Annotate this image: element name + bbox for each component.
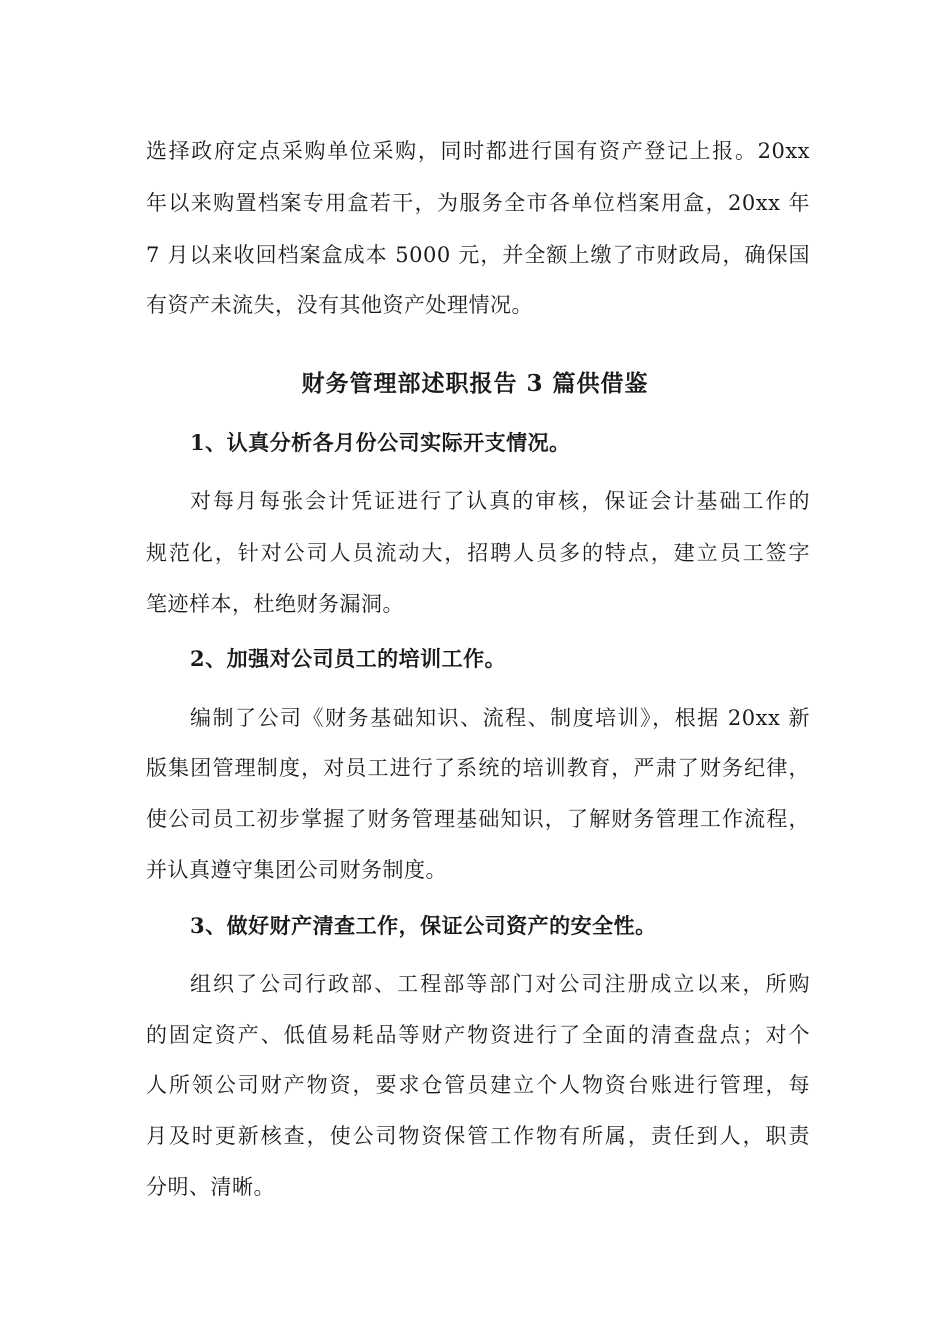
intro-line-1: 选择政府定点采购单位采购，同时都进行国有资产登记上报。20xx (146, 139, 810, 163)
section-1-line-3: 笔迹样本，杜绝财务漏洞。 (146, 592, 404, 616)
section-2-line-2: 版集团管理制度，对员工进行了系统的培训教育，严肃了财务纪律， (146, 756, 810, 780)
intro-line-3: 7 月以来收回档案盒成本 5000 元，并全额上缴了市财政局，确保国 (146, 243, 810, 267)
intro-line-4: 有资产未流失，没有其他资产处理情况。 (146, 293, 533, 317)
section-3-line-3: 人所领公司财产物资，要求仓管员建立个人物资台账进行管理，每 (146, 1073, 810, 1097)
section-2-line-4: 并认真遵守集团公司财务制度。 (146, 858, 447, 882)
section-3-line-4: 月及时更新核查，使公司物资保管工作物有所属，责任到人，职责 (146, 1124, 810, 1148)
section-3-heading: 3、做好财产清查工作，保证公司资产的安全性。 (190, 913, 657, 938)
section-2-heading: 2、加强对公司员工的培训工作。 (190, 646, 507, 671)
document-title: 财务管理部述职报告 3 篇供借鉴 (301, 370, 649, 397)
section-3-line-5: 分明、清晰。 (146, 1175, 275, 1199)
section-3-line-1: 组织了公司行政部、工程部等部门对公司注册成立以来，所购 (190, 972, 810, 996)
section-3-line-2: 的固定资产、低值易耗品等财产物资进行了全面的清查盘点；对个 (146, 1023, 810, 1047)
section-2-line-3: 使公司员工初步掌握了财务管理基础知识，了解财务管理工作流程， (146, 807, 810, 831)
section-1-line-1: 对每月每张会计凭证进行了认真的审核，保证会计基础工作的 (190, 489, 810, 513)
intro-line-2: 年以来购置档案专用盒若干，为服务全市各单位档案用盒，20xx 年 (146, 191, 810, 215)
section-1-heading: 1、认真分析各月份公司实际开支情况。 (190, 430, 571, 455)
section-2-line-1: 编制了公司《财务基础知识、流程、制度培训》，根据 20xx 新 (190, 706, 810, 730)
section-1-line-2: 规范化，针对公司人员流动大，招聘人员多的特点，建立员工签字 (146, 541, 810, 565)
